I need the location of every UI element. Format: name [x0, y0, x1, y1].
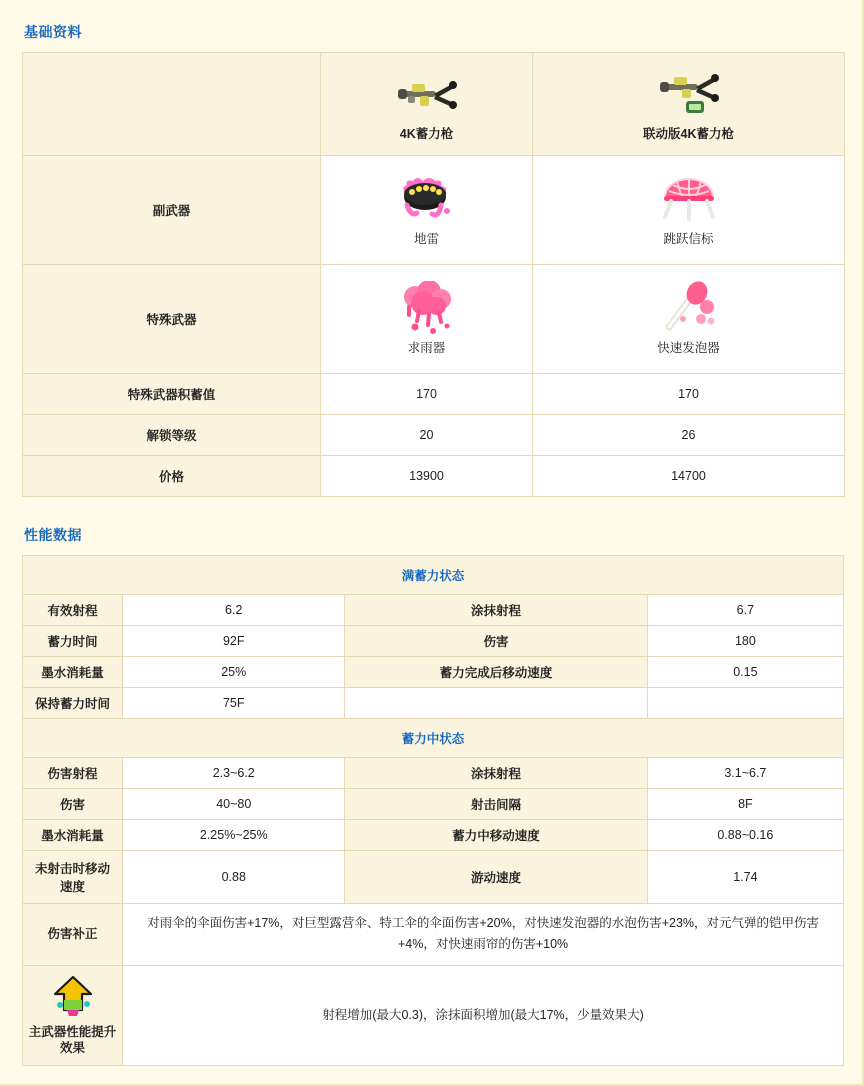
special-points-value-1: 170 — [533, 374, 845, 415]
main-power-up-label-text: 主武器性能提升效果 — [28, 1024, 117, 1056]
sub-weapon-cell-1 — [533, 156, 845, 265]
table-row-damage-charging — [23, 789, 844, 820]
table-row-damage-range — [23, 758, 844, 789]
table-row-special-points — [23, 374, 845, 415]
row-label-damage-charging: 伤害 — [23, 789, 123, 820]
unlock-level-value-1: 26 — [533, 415, 845, 456]
value-move-speed-after-charge: 0.15 — [647, 657, 843, 688]
weapon-header-cell-1 — [533, 53, 845, 156]
weapon-header-cell-0 — [321, 53, 533, 156]
main-power-up-icon — [27, 974, 118, 1018]
band-label-full-charge: 满蓄力状态 — [23, 556, 844, 595]
row-label-charge-keep-time: 保持蓄力时间 — [23, 688, 123, 719]
row-label-move-speed-charging: 蓄力中移动速度 — [345, 820, 647, 851]
row-label-sub-weapon: 副武器 — [23, 156, 321, 265]
empty-value-cell — [647, 688, 843, 719]
value-paint-range-charging: 3.1~6.7 — [647, 758, 843, 789]
weapon-name-1: 联动版4K蓄力枪 — [643, 127, 734, 141]
performance-table — [22, 555, 844, 1066]
table-row-sub-weapon — [23, 156, 845, 265]
row-label-special-weapon: 特殊武器 — [23, 265, 321, 374]
row-label-unlock-level: 解锁等级 — [23, 415, 321, 456]
row-label-charge-time: 蓄力时间 — [23, 626, 123, 657]
table-row-damage-modifier — [23, 904, 844, 966]
sub-weapon-cell-0 — [321, 156, 533, 265]
table-row-special-weapon — [23, 265, 845, 374]
row-label-effective-range: 有效射程 — [23, 595, 123, 626]
value-effective-range: 6.2 — [123, 595, 345, 626]
special-weapon-name-1: 快速发泡器 — [657, 341, 720, 355]
value-damage: 180 — [647, 626, 843, 657]
special-weapon-cell-1 — [533, 265, 845, 374]
charger-4k-icon — [327, 66, 526, 118]
sub-weapon-name-0: 地雷 — [413, 232, 439, 246]
table-row-weapon-header — [23, 53, 845, 156]
weapon-name-0: 4K蓄力枪 — [399, 127, 454, 141]
value-fire-interval: 8F — [647, 789, 843, 820]
empty-label-cell — [345, 688, 647, 719]
special-weapon-cell-0 — [321, 265, 533, 374]
band-row-full-charge — [23, 556, 844, 595]
row-label-ink-consumption-charging: 墨水消耗量 — [23, 820, 123, 851]
table-row-charge-keep-time — [23, 688, 844, 719]
section-heading-performance: 性能数据 — [24, 527, 82, 543]
value-damage-range: 2.3~6.2 — [123, 758, 345, 789]
value-damage-charging: 40~80 — [123, 789, 345, 820]
ink-mine-icon — [327, 173, 526, 225]
table-row-main-power-up — [23, 965, 844, 1066]
value-charge-time: 92F — [123, 626, 345, 657]
table-row-unlock-level — [23, 415, 845, 456]
row-label-swim-speed: 游动速度 — [345, 851, 647, 904]
value-main-power-up: 射程增加(最大0.3)，涂抹面积增加(最大17%，少量效果大) — [123, 965, 844, 1066]
value-paint-range: 6.7 — [647, 595, 843, 626]
row-label-damage: 伤害 — [345, 626, 647, 657]
squid-beakon-icon — [539, 173, 838, 225]
value-charge-keep-time: 75F — [123, 688, 345, 719]
row-label-damage-modifier: 伤害补正 — [23, 904, 123, 966]
row-label-fire-interval: 射击间隔 — [345, 789, 647, 820]
value-ink-consumption-charging: 2.25%~25% — [123, 820, 345, 851]
price-value-0: 13900 — [321, 456, 533, 497]
special-weapon-name-0: 求雨器 — [407, 341, 446, 355]
row-label-price: 价格 — [23, 456, 321, 497]
row-label-main-power-up — [23, 965, 123, 1066]
charger-4k-collab-icon — [539, 66, 838, 118]
row-label-move-speed-after-charge: 蓄力完成后移动速度 — [345, 657, 647, 688]
row-label-move-speed-not-firing: 未射击时移动速度 — [23, 851, 123, 904]
row-label-ink-consumption: 墨水消耗量 — [23, 657, 123, 688]
table-row-price — [23, 456, 845, 497]
value-move-speed-not-firing: 0.88 — [123, 851, 345, 904]
basic-info-table — [22, 52, 845, 497]
band-label-charging: 蓄力中状态 — [23, 719, 844, 758]
row-label-paint-range: 涂抹射程 — [345, 595, 647, 626]
price-value-1: 14700 — [533, 456, 845, 497]
table-row-charge-time — [23, 626, 844, 657]
table-row-ink-consumption — [23, 657, 844, 688]
row-label-special-points: 特殊武器积蓄值 — [23, 374, 321, 415]
sub-weapon-name-1: 跳跃信标 — [663, 232, 714, 246]
rainmaker-sprinkler-icon — [327, 282, 526, 334]
value-damage-modifier: 对雨伞的伞面伤害+17%，对巨型露营伞、特工伞的伞面伤害+20%，对快速发泡器的水泡伤害+23%，对元气弹的铠甲伤害+4%，对快速雨帘的伤害+10% — [123, 904, 844, 966]
table-corner-cell — [23, 53, 321, 156]
special-points-value-0: 170 — [321, 374, 533, 415]
table-row-ink-consumption-charging — [23, 820, 844, 851]
bubble-shooter-icon — [539, 282, 838, 334]
table-row-move-speed-not-firing — [23, 851, 844, 904]
row-label-paint-range-charging: 涂抹射程 — [345, 758, 647, 789]
section-heading-basic: 基础资料 — [24, 24, 82, 40]
value-ink-consumption: 25% — [123, 657, 345, 688]
table-row-effective-range — [23, 595, 844, 626]
unlock-level-value-0: 20 — [321, 415, 533, 456]
value-move-speed-charging: 0.88~0.16 — [647, 820, 843, 851]
row-label-damage-range: 伤害射程 — [23, 758, 123, 789]
band-row-charging — [23, 719, 844, 758]
value-swim-speed: 1.74 — [647, 851, 843, 904]
